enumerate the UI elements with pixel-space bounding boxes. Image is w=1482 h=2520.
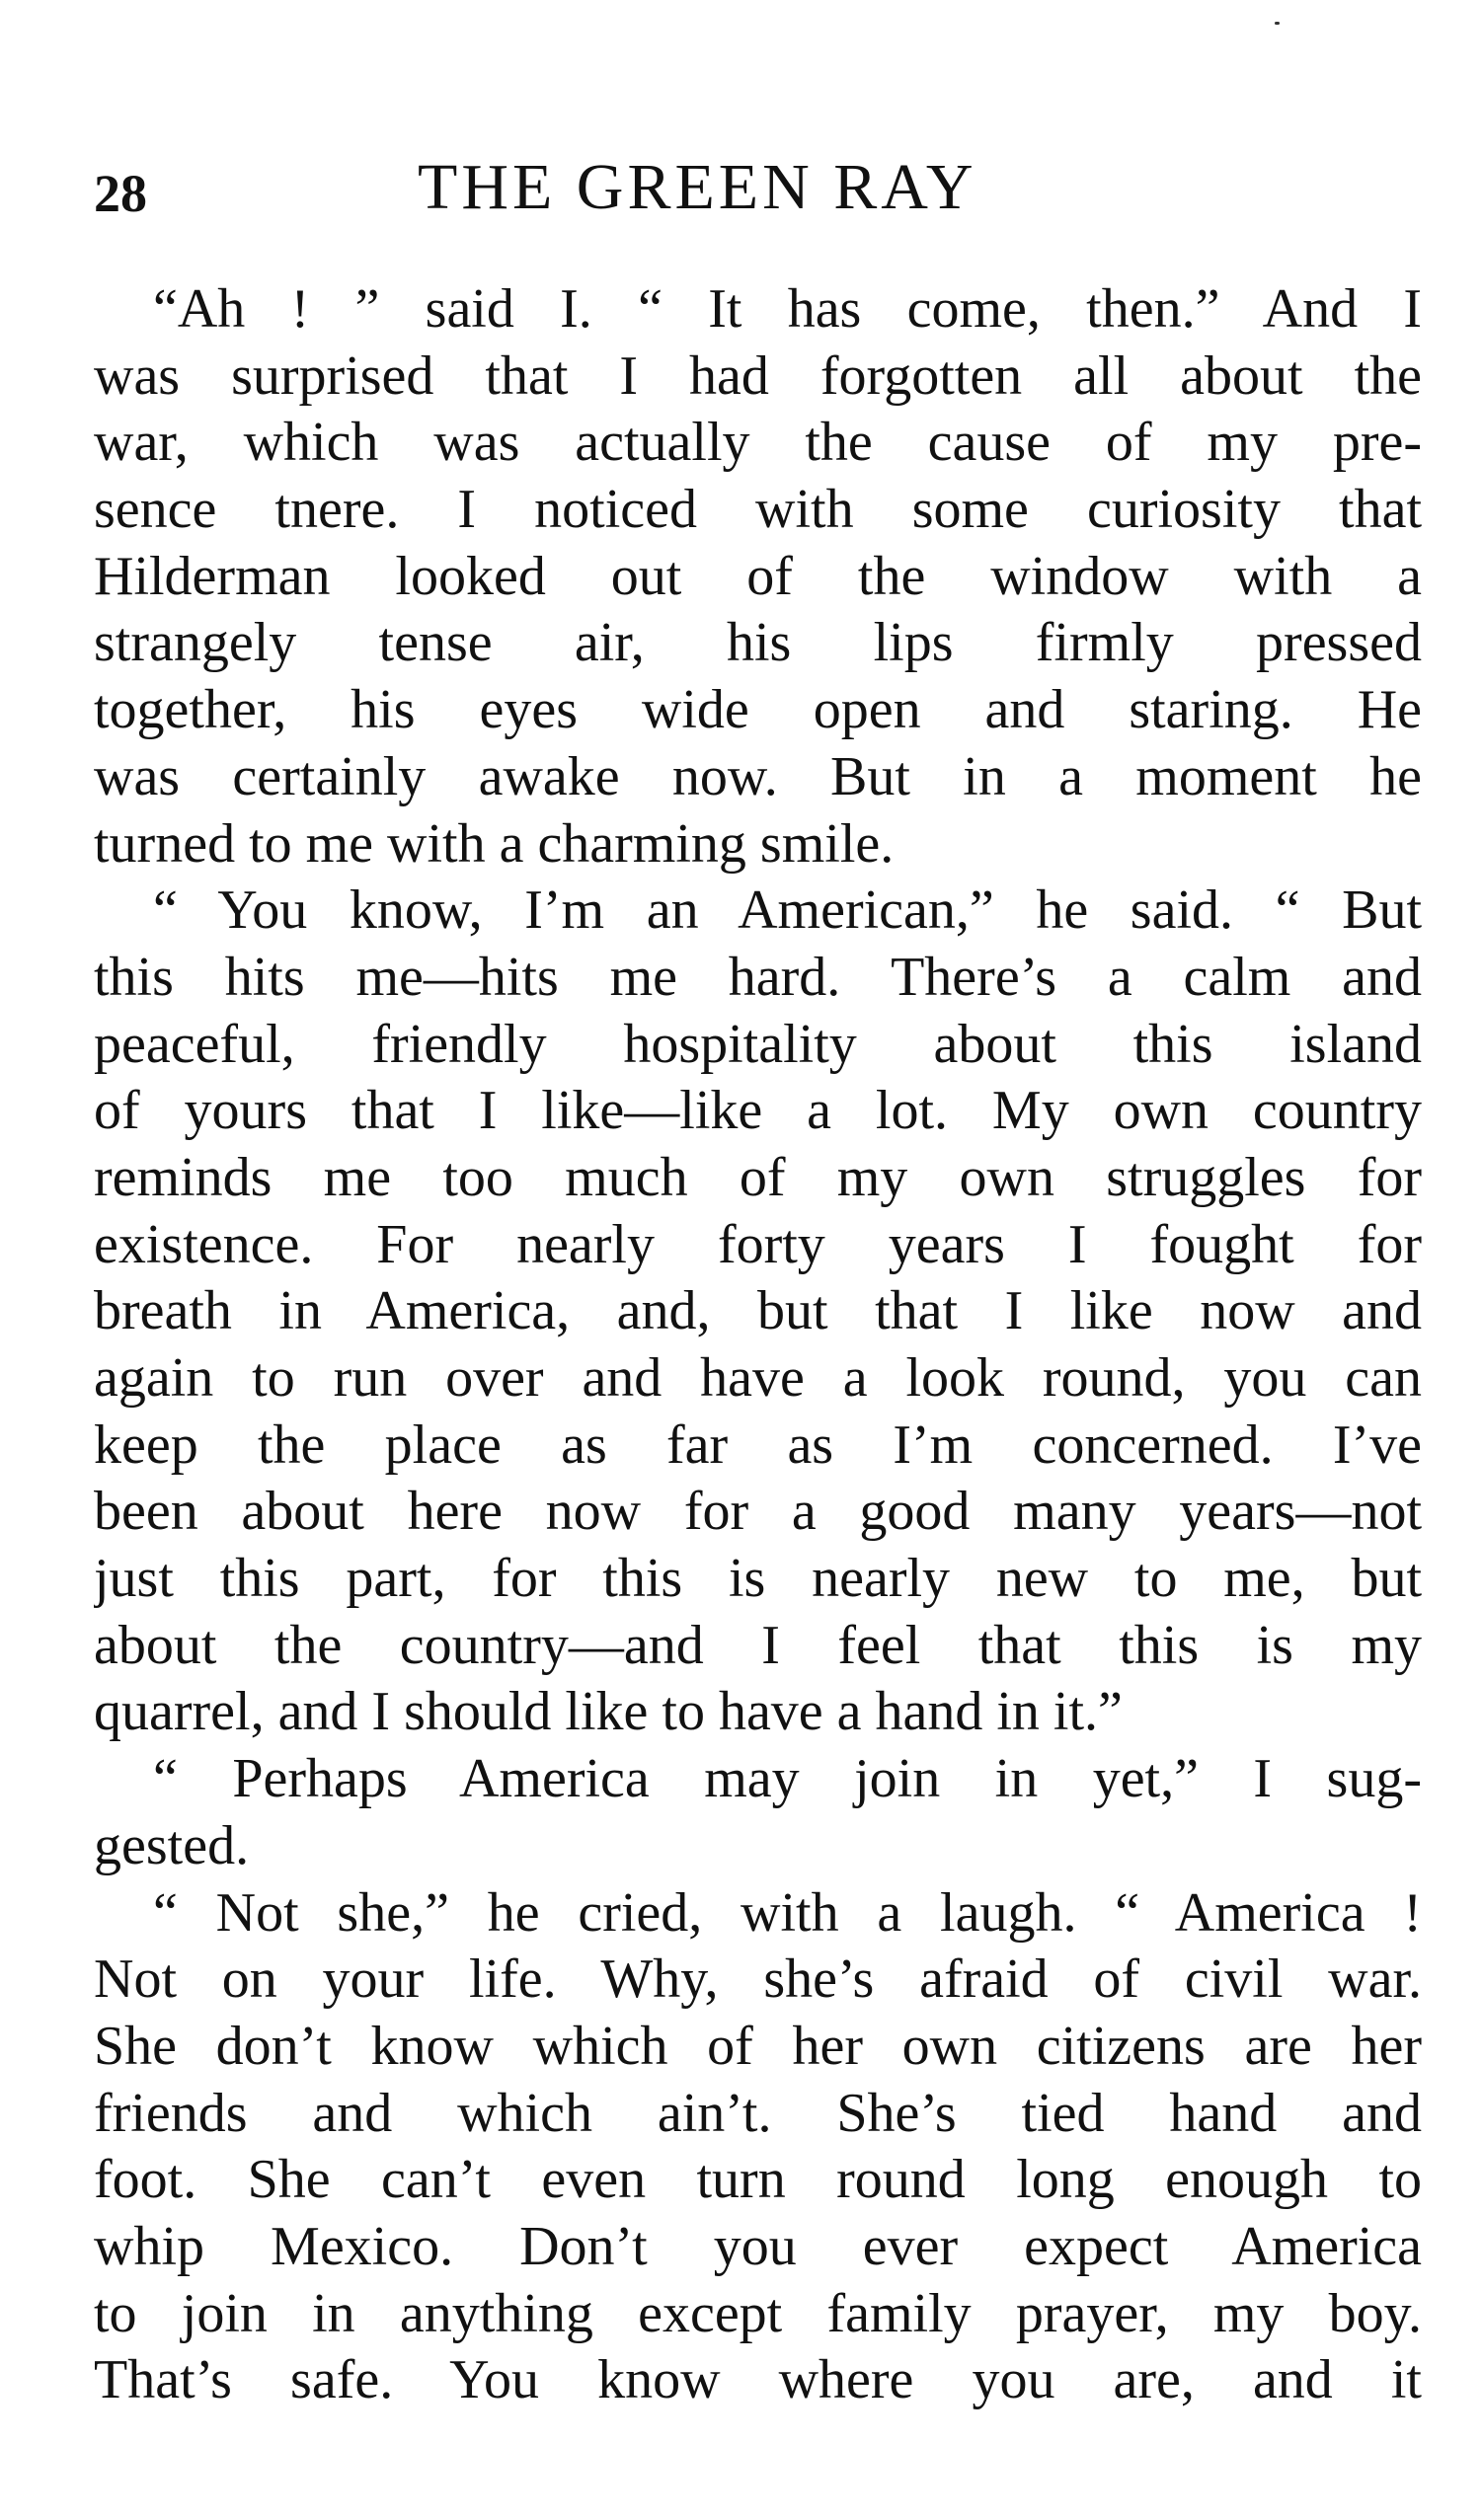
text-line: “ Perhaps America may join in yet,” I sug- <box>153 1748 1422 1810</box>
text-line: was certainly awake now. But in a moment he <box>94 745 1422 807</box>
text-line: She don’t know which of her own citizens are her <box>94 2015 1422 2077</box>
text-line: keep the place as far as I’m concerned. I’ve <box>94 1413 1422 1476</box>
text-line: strangely tense air, his lips firmly pressed <box>94 612 1422 674</box>
text-line: sence tnere. I noticed with some curiosity that <box>94 479 1422 541</box>
text-line: to join in anything except family prayer, my boy. <box>94 2282 1422 2344</box>
text-line: reminds me too much of my own struggles for <box>94 1146 1422 1208</box>
text-line: been about here now for a good many years—not <box>94 1481 1422 1543</box>
text-line: was surprised that I had forgotten all about the <box>94 344 1422 407</box>
running-title: THE GREEN RAY <box>418 151 977 223</box>
text-line: war, which was actually the cause of my pre- <box>94 412 1422 474</box>
text-line: Not on your life. Why, she’s afraid of civil war. <box>94 1948 1422 2011</box>
text-line: whip Mexico. Don’t you ever expect America <box>94 2215 1422 2277</box>
text-line: quarrel, and I should like to have a hand in it.” <box>94 1681 1123 1743</box>
text-line: again to run over and have a look round, you can <box>94 1347 1422 1409</box>
text-line: “ You know, I’m an American,” he said. “ But <box>153 879 1422 942</box>
text-line: “ Not she,” he cried, with a laugh. “ America ! <box>153 1881 1422 1944</box>
text-line: this hits me—hits me hard. There’s a calm and <box>94 946 1422 1008</box>
text-line: friends and which ain’t. She’s tied hand and <box>94 2082 1422 2144</box>
text-line: existence. For nearly forty years I fought for <box>94 1213 1422 1275</box>
text-line: turned to me with a charming smile. <box>94 812 895 875</box>
text-line: peaceful, friendly hospitality about this island <box>94 1013 1422 1075</box>
text-line: gested. <box>94 1814 250 1876</box>
ink-speck <box>1275 22 1280 25</box>
text-line: just this part, for this is nearly new to me, but <box>94 1548 1422 1610</box>
text-line: about the country—and I feel that this is my <box>94 1614 1422 1676</box>
text-line: foot. She can’t even turn round long enough to <box>94 2149 1422 2211</box>
text-line: Hilderman looked out of the window with a <box>94 545 1422 607</box>
body-text <box>94 276 1422 2414</box>
running-head <box>94 148 1417 227</box>
text-line: That’s safe. You know where you are, and it <box>94 2349 1422 2411</box>
text-line: breath in America, and, but that I like now and <box>94 1280 1422 1342</box>
text-line: of yours that I like—like a lot. My own country <box>94 1080 1422 1142</box>
text-line: together, his eyes wide open and staring. He <box>94 679 1422 741</box>
text-line: “Ah ! ” said I. “ It has come, then.” And I <box>153 278 1422 340</box>
page-number: 28 <box>94 164 147 223</box>
